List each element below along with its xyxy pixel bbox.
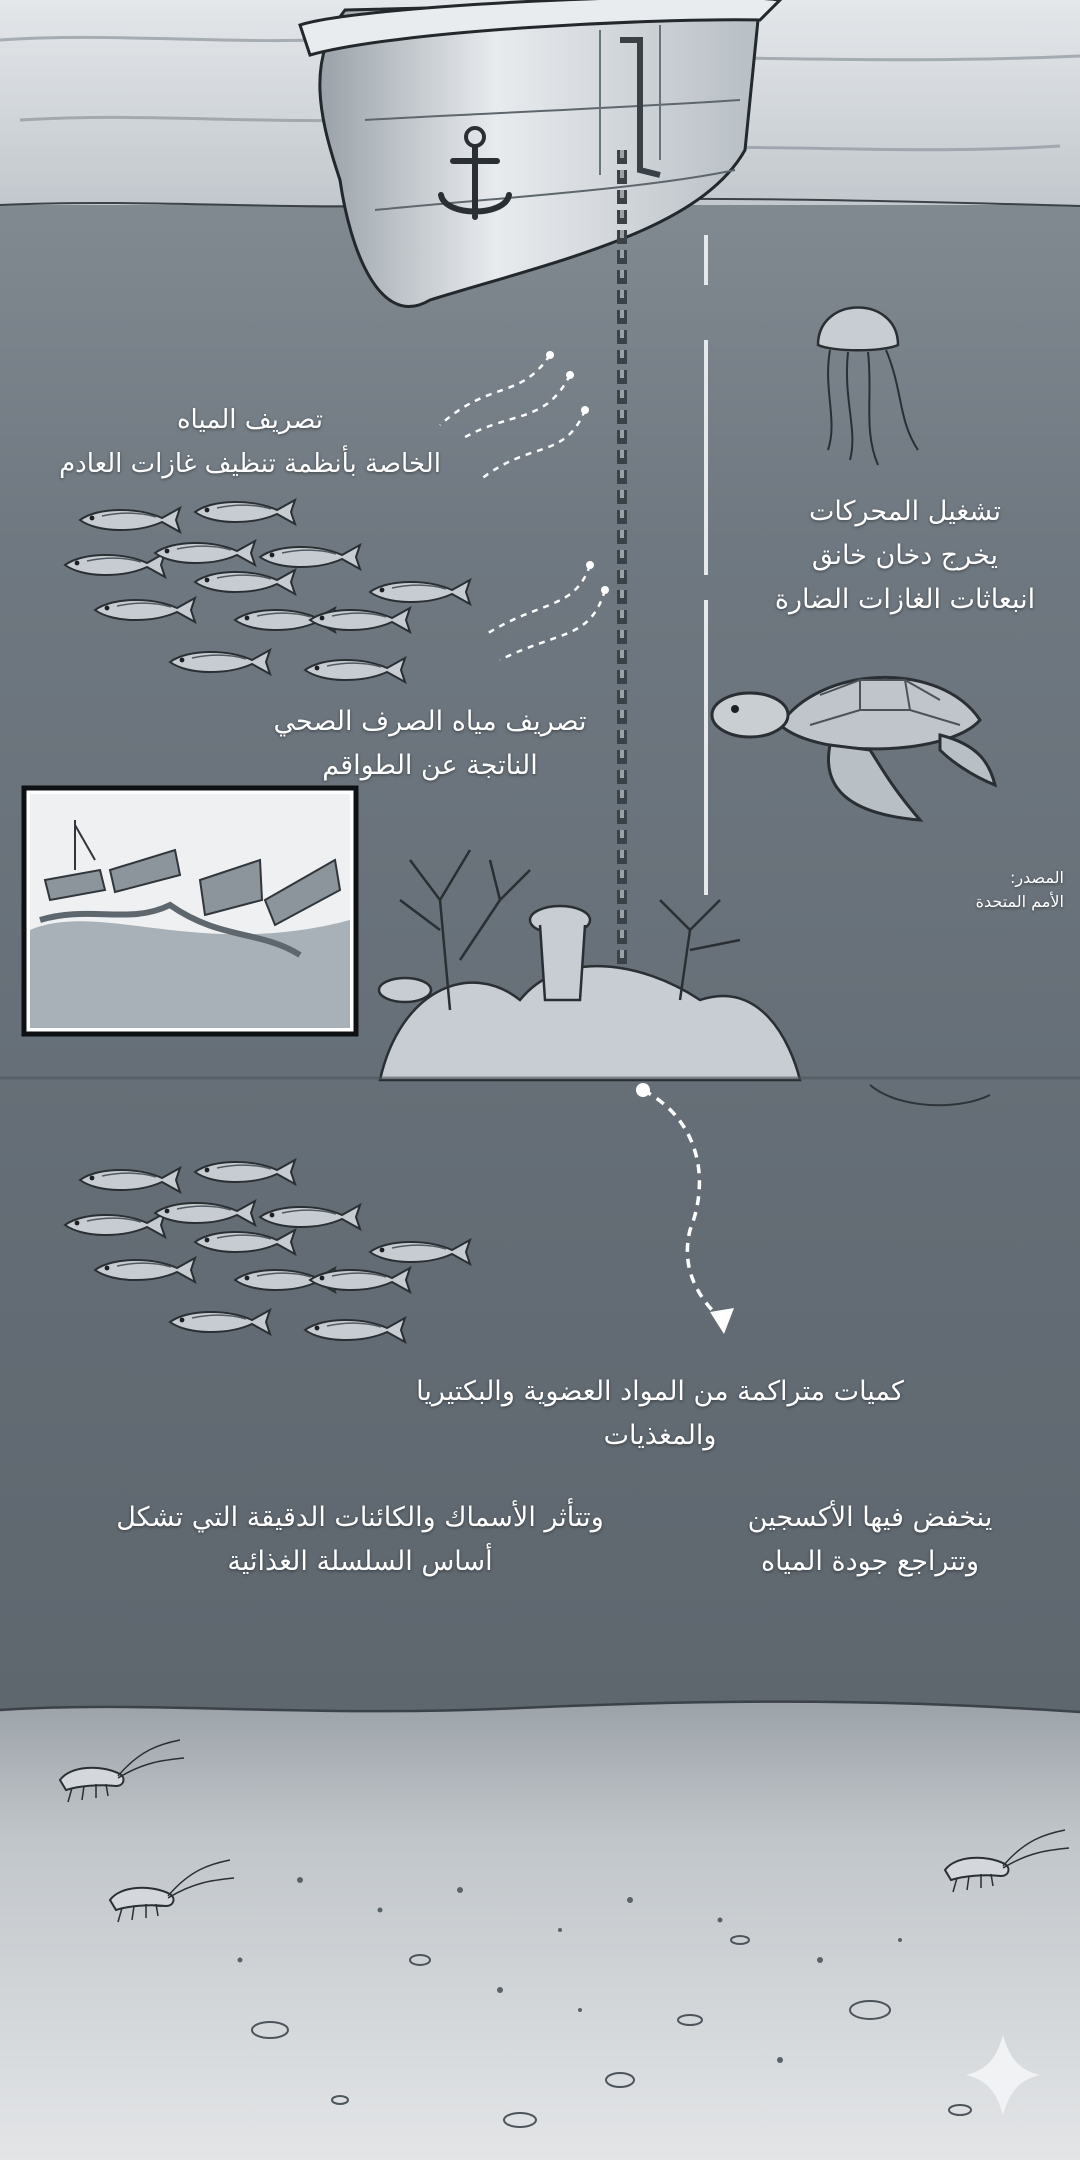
source-value: الأمم المتحدة (975, 892, 1064, 911)
accumulation-line-1: كميات متراكمة من المواد العضوية والبكتيريا (416, 1376, 904, 1407)
engines-line-2: يخرج دخان خانق (811, 540, 999, 571)
food-chain-label (50, 1496, 670, 1584)
oxygen-line-1: ينخفض فيها الأكسجين (747, 1502, 993, 1533)
food-chain-line-2: أساس السلسلة الغذائية (227, 1546, 493, 1577)
engines-line-1: تشغيل المحركات (809, 496, 1001, 527)
accumulation-label (350, 1370, 970, 1458)
engines-line-3: انبعاثات الغازات الضارة (774, 584, 1036, 615)
sewage-line-1: تصريف مياه الصرف الصحي (273, 706, 587, 737)
source-label: المصدر: (1010, 868, 1064, 887)
ships-inset-picture (24, 788, 356, 1034)
sewage-line-2: الناتجة عن الطواقم (322, 750, 538, 781)
scrubber-line-1: تصريف المياه (176, 405, 324, 435)
scrubber-line-2: الخاصة بأنظمة تنظيف غازات العادم (59, 449, 441, 479)
scrubber-discharge-label (20, 398, 480, 486)
accumulation-line-2: والمغذيات (603, 1420, 717, 1451)
oxygen-line-2: وتتراجع جودة المياه (761, 1546, 979, 1577)
sewage-discharge-label (240, 700, 620, 788)
source-credit (900, 866, 1064, 914)
engine-emissions-label (745, 490, 1065, 622)
oxygen-label (700, 1496, 1040, 1584)
food-chain-line-1: وتتأثر الأسماك والكائنات الدقيقة التي تشكل (116, 1502, 604, 1533)
